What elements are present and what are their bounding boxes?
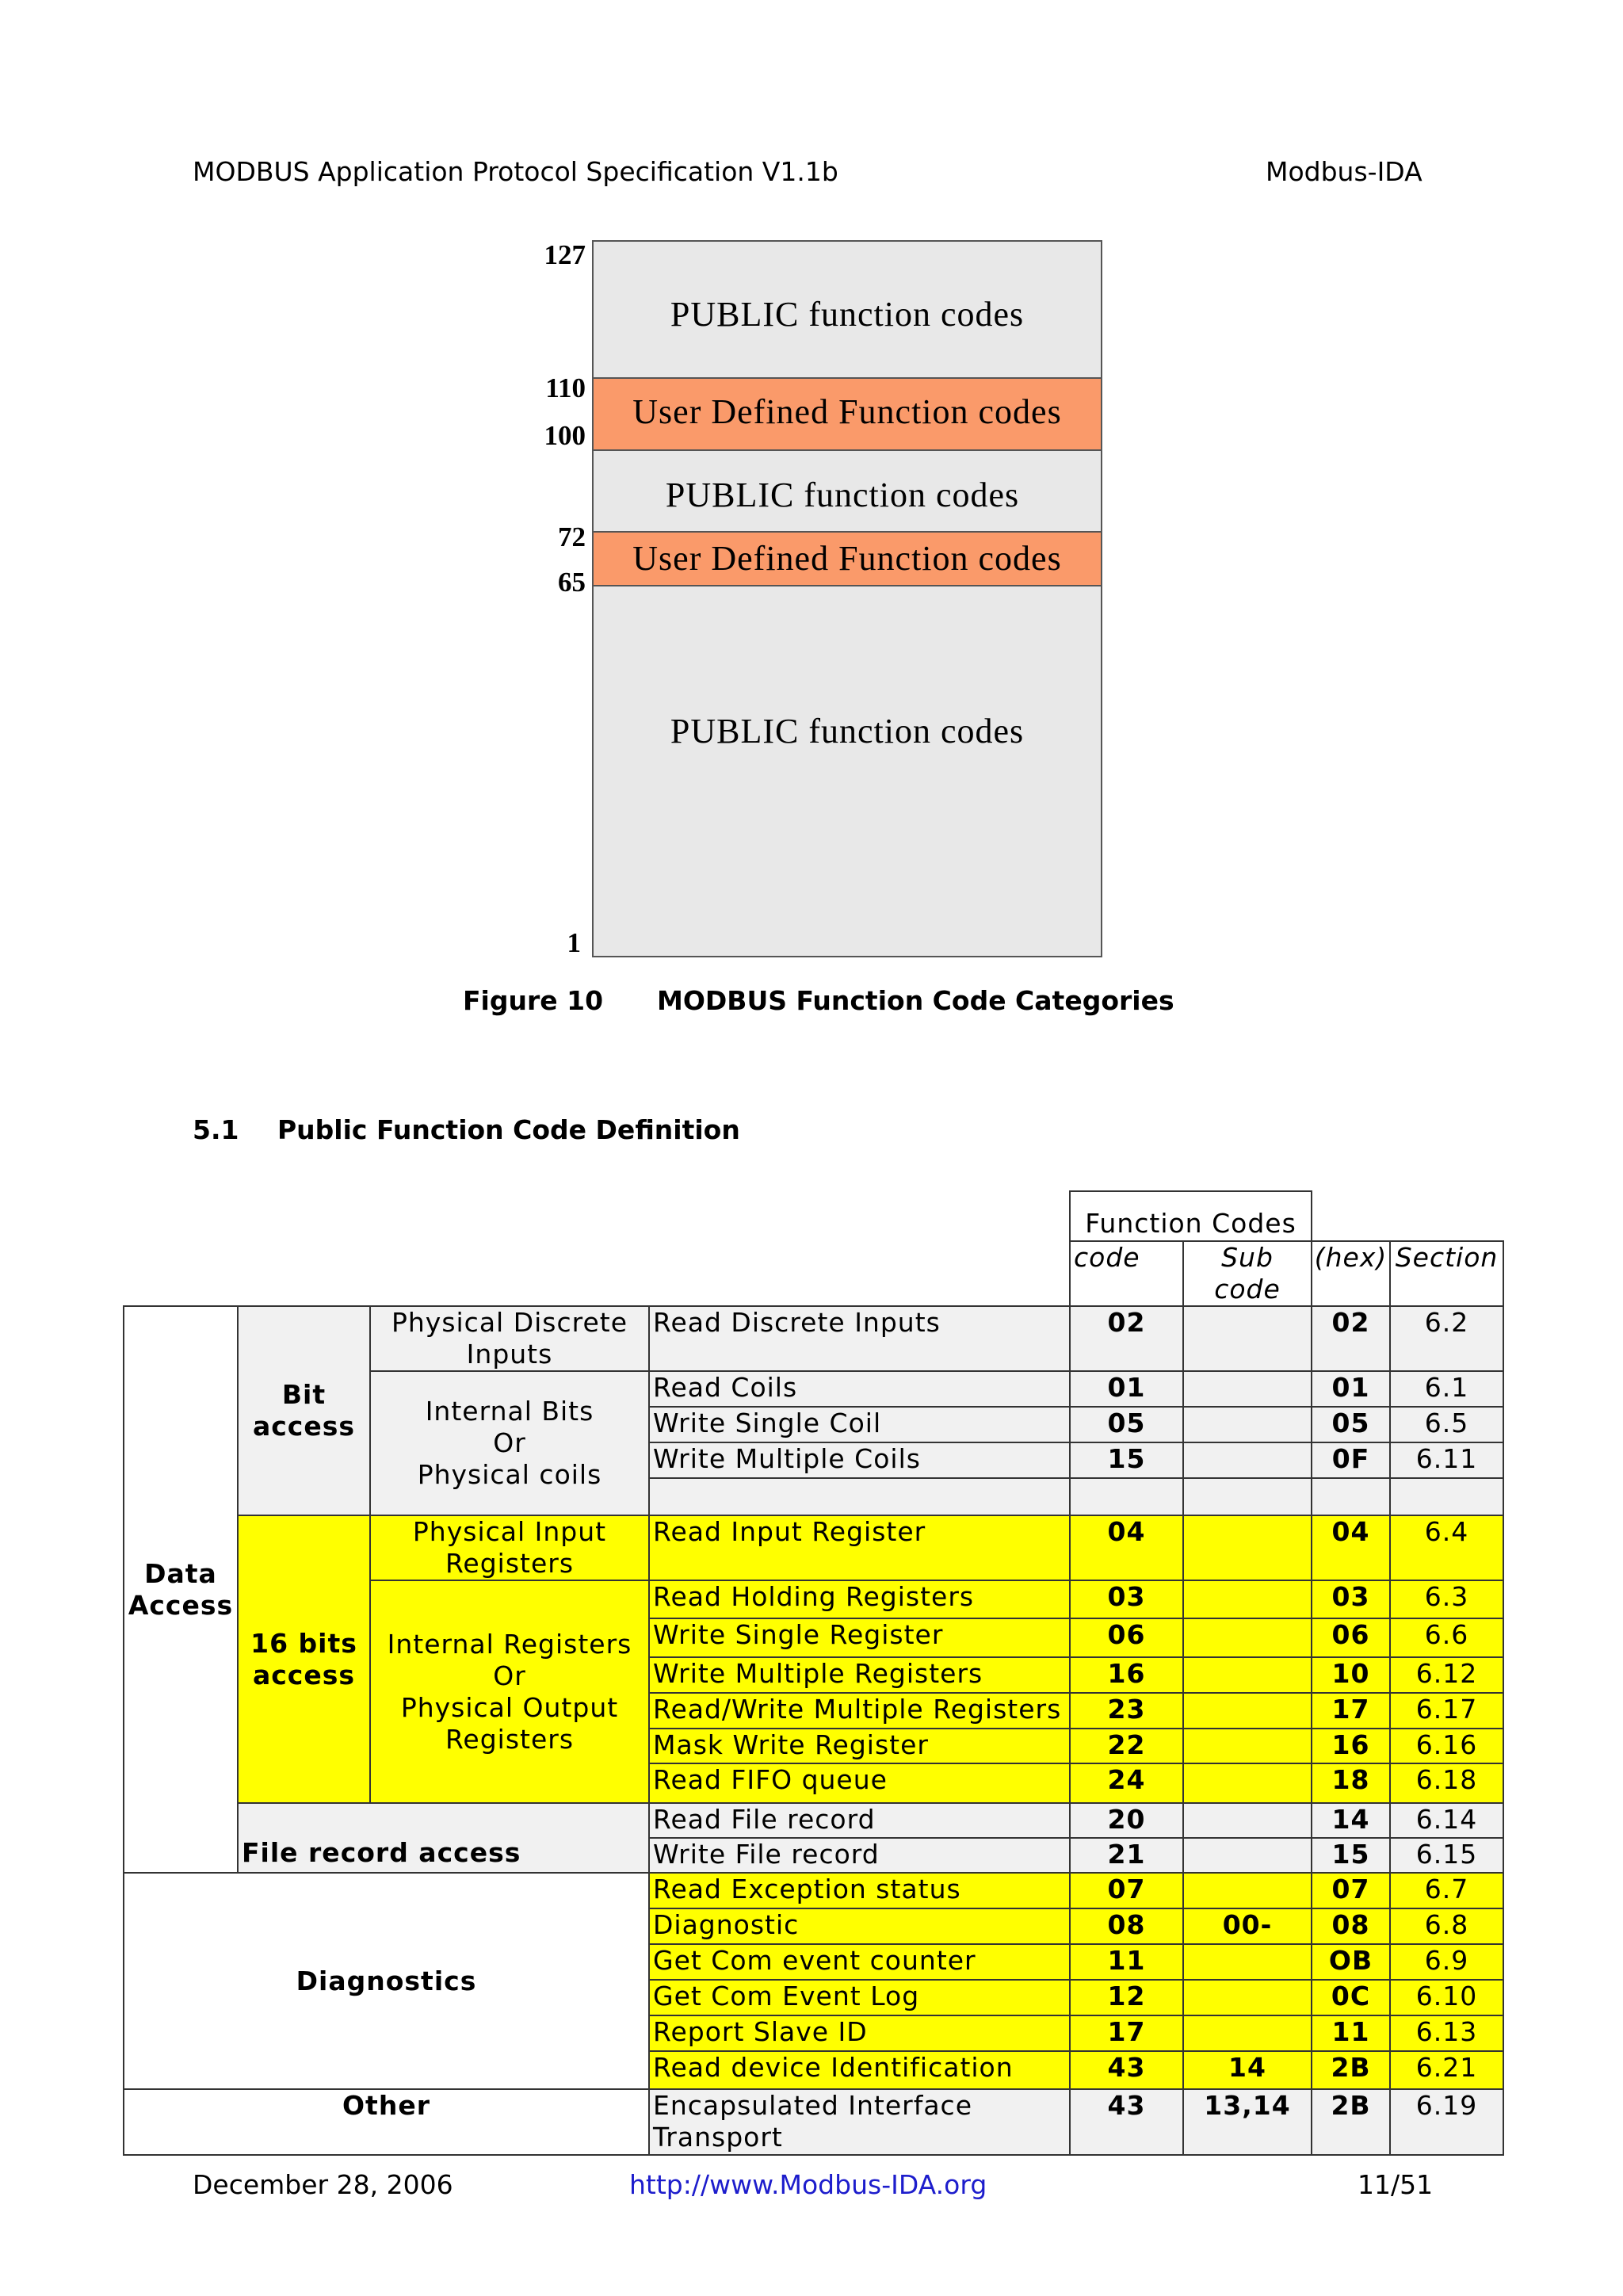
band-user-defined-lower bbox=[594, 531, 1101, 586]
row-section: 6.5 bbox=[1389, 1406, 1504, 1443]
row-code: 04 bbox=[1069, 1515, 1184, 1581]
row-hex: 07 bbox=[1311, 1872, 1391, 1909]
row-code: 11 bbox=[1069, 1943, 1184, 1981]
row-section: 6.15 bbox=[1389, 1837, 1504, 1874]
row-sub-code bbox=[1182, 1979, 1312, 2016]
row-name: Read Exception status bbox=[648, 1872, 1071, 1909]
row-sub-code bbox=[1182, 1656, 1312, 1694]
row-code: 16 bbox=[1069, 1656, 1184, 1694]
row-sub-code bbox=[1182, 1943, 1312, 1981]
row-section: 6.11 bbox=[1389, 1442, 1504, 1479]
group-other: Other bbox=[123, 2088, 650, 2156]
row-name: Diagnostic bbox=[648, 1908, 1071, 1945]
row-name: Get Com event counter bbox=[648, 1943, 1071, 1981]
row-section: 6.12 bbox=[1389, 1656, 1504, 1694]
row-name: Write Single Register bbox=[648, 1618, 1071, 1658]
footer-website-link[interactable]: http://www.Modbus-IDA.org bbox=[629, 2169, 987, 2200]
doc-title: MODBUS Application Protocol Specification V1.1b bbox=[193, 156, 838, 187]
row-section: 6.13 bbox=[1389, 2015, 1504, 2052]
row-section: 6.4 bbox=[1389, 1515, 1504, 1581]
group-diagnostics: Diagnostics bbox=[123, 1872, 650, 2090]
row-name: Read Holding Registers bbox=[648, 1580, 1071, 1619]
band-user-upper-label: User Defined Function codes bbox=[632, 392, 1062, 431]
row-hex: 11 bbox=[1311, 2015, 1391, 2052]
row-hex bbox=[1311, 1477, 1391, 1516]
row-code: 43 bbox=[1069, 2050, 1184, 2090]
band-user-defined-upper bbox=[594, 377, 1101, 451]
row-code: 24 bbox=[1069, 1763, 1184, 1804]
row-hex: 2B bbox=[1311, 2088, 1391, 2156]
row-section: 6.16 bbox=[1389, 1728, 1504, 1764]
row-sub-code bbox=[1182, 1370, 1312, 1408]
row-name: Read Coils bbox=[648, 1370, 1071, 1408]
row-name: Read device Identification bbox=[648, 2050, 1071, 2090]
row-sub-code bbox=[1182, 1515, 1312, 1581]
figure-number-110: 110 bbox=[545, 372, 586, 403]
row-sub-code bbox=[1182, 1802, 1312, 1839]
row-sub-code bbox=[1182, 1872, 1312, 1909]
row-name: Read Discrete Inputs bbox=[648, 1305, 1071, 1372]
figure-number-65: 65 bbox=[558, 567, 586, 598]
group-bit-access: Bit access bbox=[237, 1305, 371, 1516]
header-sub-code: Sub code bbox=[1182, 1240, 1312, 1307]
row-name: Write Multiple Coils bbox=[648, 1442, 1071, 1479]
row-name: Read FIFO queue bbox=[648, 1763, 1071, 1804]
row-code: 17 bbox=[1069, 2015, 1184, 2052]
band-user-lower-label: User Defined Function codes bbox=[632, 539, 1062, 578]
row-name: Read Input Register bbox=[648, 1515, 1071, 1581]
row-hex: 02 bbox=[1311, 1305, 1391, 1372]
header-code: code bbox=[1069, 1240, 1184, 1307]
row-section: 6.6 bbox=[1389, 1618, 1504, 1658]
row-hex: 0C bbox=[1311, 1979, 1391, 2016]
header-hex: (hex) bbox=[1311, 1240, 1391, 1307]
row-name: Get Com Event Log bbox=[648, 1979, 1071, 2016]
row-hex: 16 bbox=[1311, 1728, 1391, 1764]
header-section: Section bbox=[1389, 1240, 1504, 1307]
row-hex: 03 bbox=[1311, 1580, 1391, 1619]
row-sub-code bbox=[1182, 2015, 1312, 2052]
figure-caption-number: Figure 10 bbox=[463, 985, 604, 1016]
band-public-middle: PUBLIC function codes bbox=[665, 476, 1020, 514]
group-data-access: Data Access bbox=[123, 1305, 239, 1874]
row-hex: 17 bbox=[1311, 1692, 1391, 1729]
row-section: 6.18 bbox=[1389, 1763, 1504, 1804]
row-hex: OB bbox=[1311, 1943, 1391, 1981]
row-sub-code bbox=[1182, 1406, 1312, 1443]
row-hex: 0F bbox=[1311, 1442, 1391, 1479]
row-hex: 06 bbox=[1311, 1618, 1391, 1658]
row-sub-code bbox=[1182, 1580, 1312, 1619]
figure-number-127: 127 bbox=[544, 239, 586, 270]
group-16bits-access: 16 bits access bbox=[237, 1515, 371, 1804]
row-hex: 05 bbox=[1311, 1406, 1391, 1443]
row-sub-code bbox=[1182, 1692, 1312, 1729]
row-name: Read File record bbox=[648, 1802, 1071, 1839]
row-hex: 10 bbox=[1311, 1656, 1391, 1694]
band-public-top: PUBLIC function codes bbox=[670, 295, 1025, 334]
row-sub-code: 14 bbox=[1182, 2050, 1312, 2090]
row-sub-code bbox=[1182, 1728, 1312, 1764]
row-code: 06 bbox=[1069, 1618, 1184, 1658]
row-name: Read/Write Multiple Registers bbox=[648, 1692, 1071, 1729]
row-code: 20 bbox=[1069, 1802, 1184, 1839]
row-code bbox=[1069, 1477, 1184, 1516]
row-sub-code: 13,14 bbox=[1182, 2088, 1312, 2156]
row-hex: 04 bbox=[1311, 1515, 1391, 1581]
row-code: 01 bbox=[1069, 1370, 1184, 1408]
group-file-record-access: File record access bbox=[237, 1802, 650, 1874]
row-code: 23 bbox=[1069, 1692, 1184, 1729]
row-code: 02 bbox=[1069, 1305, 1184, 1372]
row-name: Write File record bbox=[648, 1837, 1071, 1874]
row-hex: 14 bbox=[1311, 1802, 1391, 1839]
figure-number-100: 100 bbox=[544, 420, 586, 451]
row-name: Report Slave ID bbox=[648, 2015, 1071, 2052]
row-code: 15 bbox=[1069, 1442, 1184, 1479]
row-hex: 2B bbox=[1311, 2050, 1391, 2090]
row-section: 6.7 bbox=[1389, 1872, 1504, 1909]
row-section: 6.8 bbox=[1389, 1908, 1504, 1945]
row-sub-code bbox=[1182, 1837, 1312, 1874]
row-sub-code bbox=[1182, 1305, 1312, 1372]
subgroup-physical-discrete-inputs: Physical Discrete Inputs bbox=[369, 1305, 650, 1372]
row-code: 08 bbox=[1069, 1908, 1184, 1945]
row-sub-code bbox=[1182, 1442, 1312, 1479]
subgroup-internal-bits: Internal Bits Or Physical coils bbox=[369, 1370, 650, 1516]
row-code: 43 bbox=[1069, 2088, 1184, 2156]
row-code: 12 bbox=[1069, 1979, 1184, 2016]
row-section: 6.3 bbox=[1389, 1580, 1504, 1619]
row-section: 6.2 bbox=[1389, 1305, 1504, 1372]
row-name: Mask Write Register bbox=[648, 1728, 1071, 1764]
row-section: 6.21 bbox=[1389, 2050, 1504, 2090]
row-code: 07 bbox=[1069, 1872, 1184, 1909]
row-code: 05 bbox=[1069, 1406, 1184, 1443]
row-name bbox=[648, 1477, 1071, 1516]
row-hex: 15 bbox=[1311, 1837, 1391, 1874]
row-sub-code: 00- bbox=[1182, 1908, 1312, 1945]
band-public-bottom: PUBLIC function codes bbox=[670, 712, 1025, 751]
function-code-range-box bbox=[592, 240, 1102, 957]
row-name: Write Multiple Registers bbox=[648, 1656, 1071, 1694]
row-code: 22 bbox=[1069, 1728, 1184, 1764]
figure-number-72: 72 bbox=[558, 521, 586, 552]
row-hex: 18 bbox=[1311, 1763, 1391, 1804]
row-section: 6.10 bbox=[1389, 1979, 1504, 2016]
figure-caption-text: MODBUS Function Code Categories bbox=[657, 985, 1174, 1016]
org-name: Modbus-IDA bbox=[1266, 156, 1423, 187]
row-sub-code bbox=[1182, 1618, 1312, 1658]
row-section: 6.1 bbox=[1389, 1370, 1504, 1408]
footer-date: December 28, 2006 bbox=[193, 2169, 453, 2200]
row-sub-code bbox=[1182, 1763, 1312, 1804]
section-title: Public Function Code Definition bbox=[277, 1114, 740, 1145]
row-section: 6.17 bbox=[1389, 1692, 1504, 1729]
header-function-codes: Function Codes bbox=[1069, 1190, 1312, 1242]
row-name: Write Single Coil bbox=[648, 1406, 1071, 1443]
row-sub-code bbox=[1182, 1477, 1312, 1516]
subgroup-physical-input-registers: Physical Input Registers bbox=[369, 1515, 650, 1581]
section-number: 5.1 bbox=[193, 1114, 239, 1145]
row-code: 03 bbox=[1069, 1580, 1184, 1619]
subgroup-internal-registers: Internal Registers Or Physical Output Registers bbox=[369, 1580, 650, 1804]
row-name: Encapsulated Interface Transport bbox=[648, 2088, 1071, 2156]
row-hex: 08 bbox=[1311, 1908, 1391, 1945]
row-section: 6.19 bbox=[1389, 2088, 1504, 2156]
row-section: 6.14 bbox=[1389, 1802, 1504, 1839]
row-section bbox=[1389, 1477, 1504, 1516]
figure-number-1: 1 bbox=[567, 927, 581, 958]
row-hex: 01 bbox=[1311, 1370, 1391, 1408]
row-section: 6.9 bbox=[1389, 1943, 1504, 1981]
row-code: 21 bbox=[1069, 1837, 1184, 1874]
footer-page-number: 11/51 bbox=[1358, 2169, 1434, 2200]
